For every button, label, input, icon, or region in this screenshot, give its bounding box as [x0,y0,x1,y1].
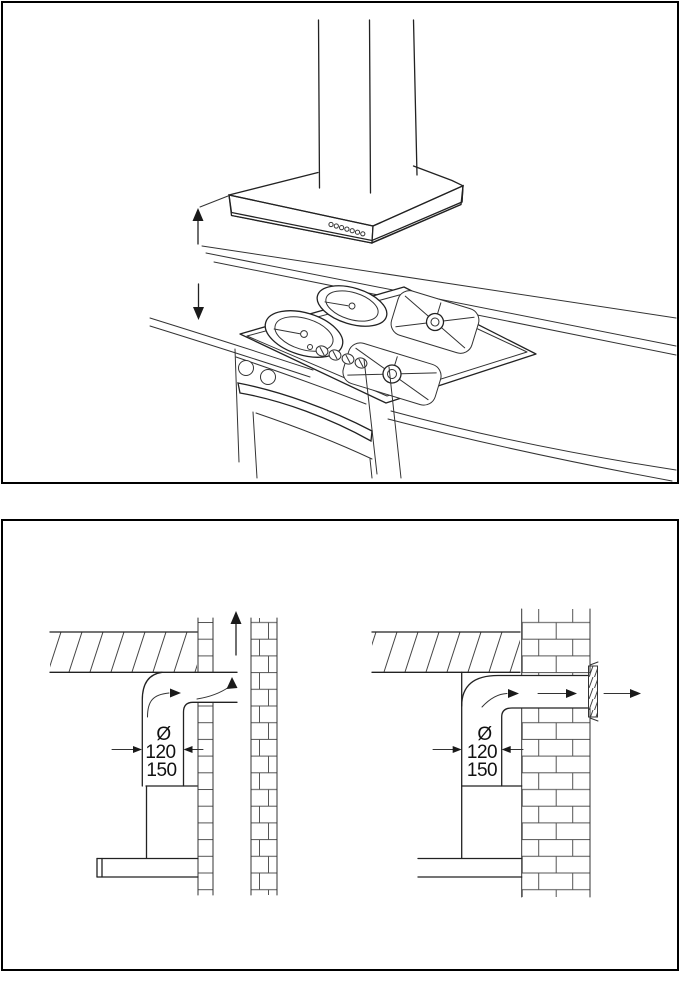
wall-vent-flange [589,662,599,721]
ducting-diagrams [3,521,677,969]
oven-door-handle [238,383,372,441]
hood-body [97,786,198,877]
diameter-value-150: 150 [146,760,177,781]
duct-diameter-dimension [112,724,203,781]
flue-inner-wall [198,618,213,895]
distance-down-arrow-icon [193,284,204,320]
top-illustration-panel [1,1,679,484]
flue-brick-wall [251,618,277,895]
exterior-brick-wall [522,609,590,897]
distance-up-arrow-icon [193,208,204,244]
diameter-symbol: Ø [477,724,492,745]
hood-over-hob-illustration [3,3,677,482]
diameter-value-120: 120 [145,742,176,763]
cooktop [240,278,536,408]
oven-knob [239,361,254,376]
wall-venting-diagram [372,609,641,897]
duct-diameter-dimension [433,724,523,781]
diameter-symbol: Ø [156,724,171,745]
flue-venting-diagram [50,611,277,895]
airflow-right-arrows-icon [482,689,641,707]
oven-knob [261,370,276,385]
hood-body [418,786,522,877]
ceiling-slab [372,632,520,672]
diameter-value-150: 150 [466,760,498,781]
diameter-value-120: 120 [466,742,498,763]
hood-chimney [319,20,418,193]
bottom-diagrams-panel [1,519,679,971]
